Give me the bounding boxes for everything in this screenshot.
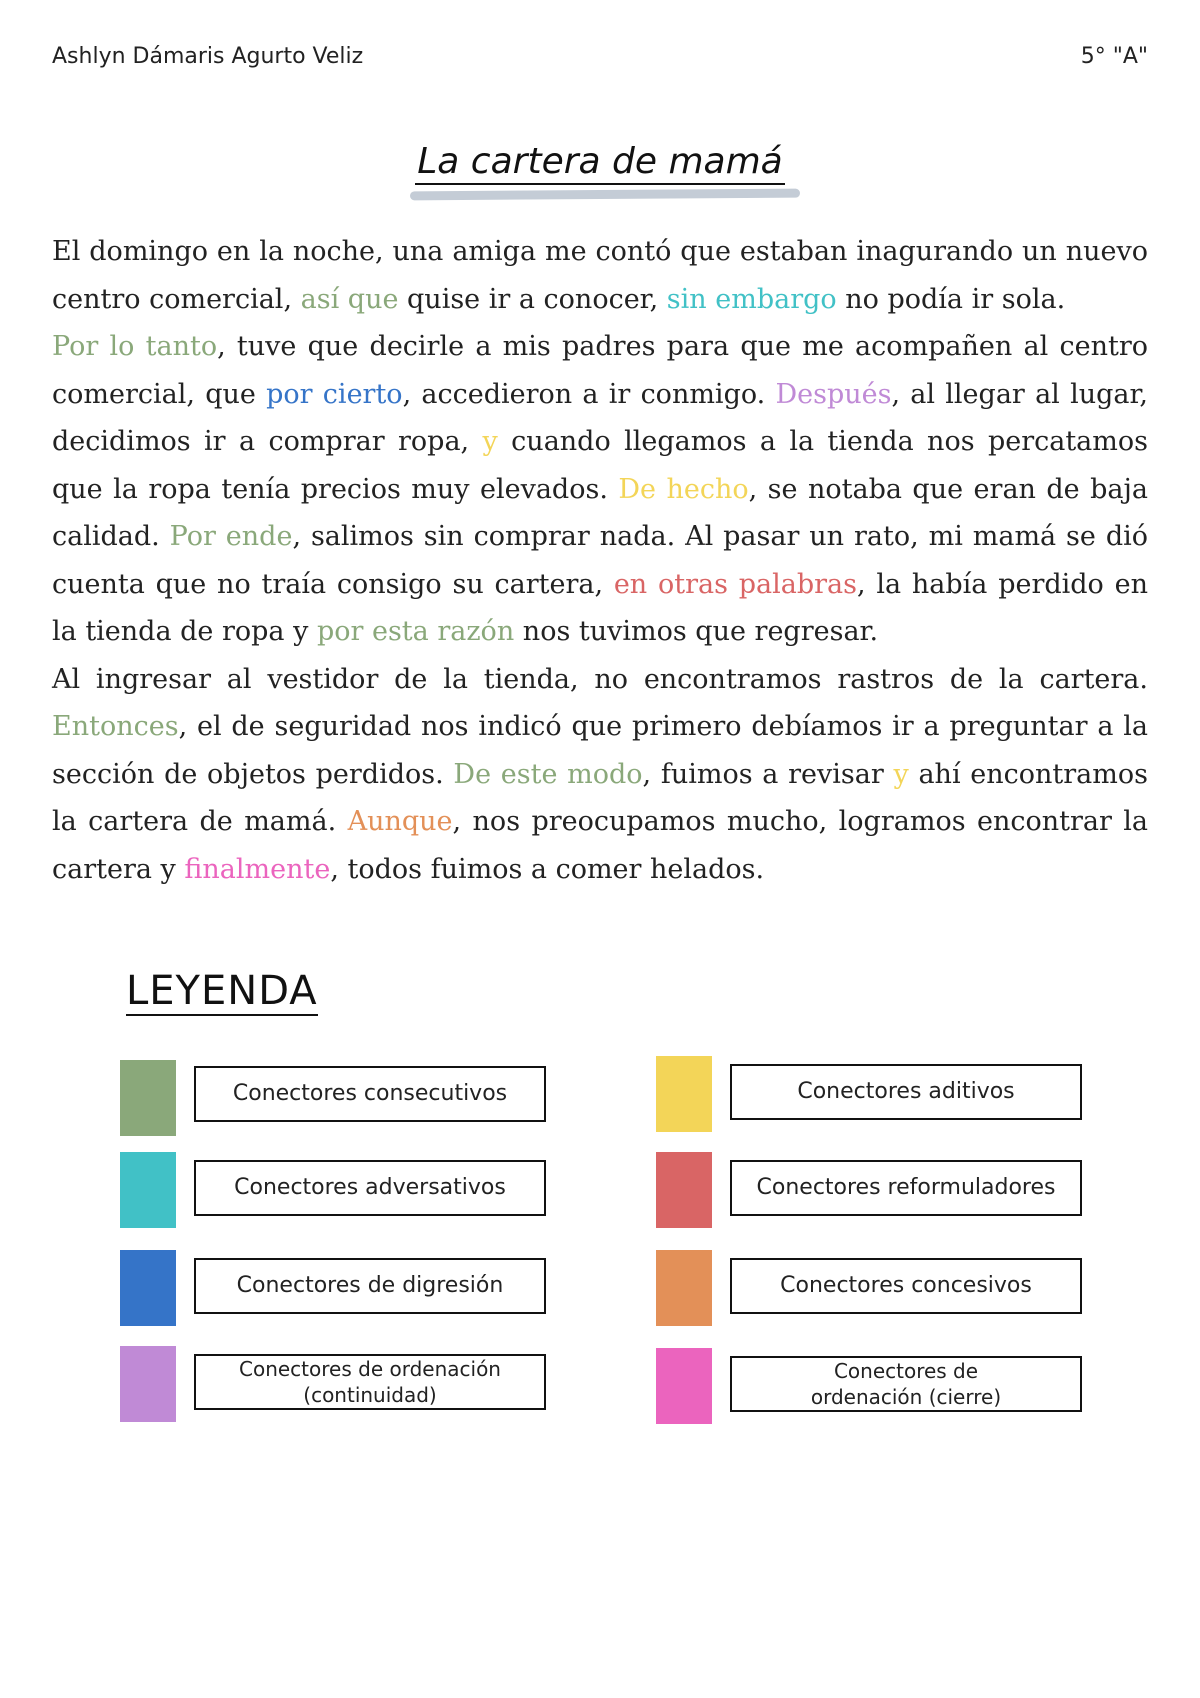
legend-label-concesivos: Conectores concesivos	[730, 1258, 1082, 1314]
connector-ordenacion-cierre: finalmente	[184, 853, 331, 885]
legend-label-aditivos: Conectores aditivos	[730, 1064, 1082, 1120]
paragraph	[52, 323, 1148, 656]
text-run: nos tuvimos que regresar.	[514, 616, 879, 647]
text-run: , la había perdido en la tienda de ropa y	[52, 568, 1148, 647]
text-run: cuando llegamos a la tienda nos percatamos que la ropa tenía precios muy elevados.	[52, 426, 1148, 505]
text-run: , fuimos a revisar	[642, 758, 894, 790]
text-run: El domingo en la noche, una amiga me contó que estaban inagurando un nuevo centro comercial,	[52, 236, 1148, 315]
text-run: no podía ir sola.	[836, 283, 1066, 315]
text-run: Al ingresar al vestidor de la tienda, no encontramos rastros de la cartera.	[52, 663, 1148, 695]
text-run: , el de seguridad nos indicó que primero debíamos ir a preguntar a la sección de objetos perdidos.	[52, 711, 1148, 790]
text-run: , salimos sin comprar nada. Al pasar un rato, mi mamá se dió cuenta que no traía consigo su cartera,	[52, 521, 1148, 600]
text-run: , nos preocupamos mucho, logramos encontrar la cartera y	[52, 806, 1149, 885]
connector-aditivos: y	[482, 426, 498, 457]
connector-consecutivos: De este modo	[453, 758, 643, 790]
legend-swatch-aditivos	[656, 1056, 712, 1132]
connector-aditivos: y	[893, 758, 909, 790]
legend-label-ordenacion-cierre: Conectores de ordenación (cierre)	[730, 1356, 1082, 1412]
text-run: , al llegar al lugar, decidimos ir a comprar ropa,	[52, 378, 1148, 457]
legend-swatch-digresion	[120, 1250, 176, 1326]
page-title: La cartera de mamá	[415, 140, 784, 185]
text-run: ahí encontramos la cartera de mamá.	[52, 758, 1148, 837]
legend-swatch-ordenacion-cierre	[656, 1348, 712, 1424]
connector-consecutivos: Entonces	[52, 711, 179, 742]
text-run: , se notaba que eran de baja calidad.	[52, 473, 1148, 552]
grade-label: 5° "A"	[1080, 44, 1148, 69]
legend-swatch-reformuladores	[656, 1152, 712, 1228]
story-text	[52, 228, 1148, 893]
connector-consecutivos: por esta razón	[316, 616, 515, 647]
text-run: , tuve que decirle a mis padres para que me acompañen al centro comercial, que	[52, 331, 1148, 410]
legend-swatch-consecutivos	[120, 1060, 176, 1136]
legend-swatch-adversativos	[120, 1152, 176, 1228]
legend-title: LEYENDA	[126, 968, 318, 1014]
text-run: , accedieron a ir conmigo.	[402, 378, 776, 410]
legend-label-digresion: Conectores de digresión	[194, 1258, 546, 1314]
connector-aditivos: De hecho	[618, 473, 749, 505]
text-run: quise ir a conocer,	[398, 283, 667, 315]
title-underline-brush	[410, 189, 800, 201]
connector-consecutivos: Por lo tanto	[52, 331, 218, 362]
connector-ordenacion-continuidad: Después	[775, 378, 892, 410]
connector-reformuladores: en otras palabras	[613, 568, 857, 600]
connector-adversativos: sin embargo	[666, 283, 837, 315]
legend-label-consecutivos: Conectores consecutivos	[194, 1066, 546, 1122]
legend-swatch-concesivos	[656, 1250, 712, 1326]
author-name: Ashlyn Dámaris Agurto Veliz	[52, 44, 364, 69]
legend-label-reformuladores: Conectores reformuladores	[730, 1160, 1082, 1216]
connector-consecutivos: así que	[300, 283, 399, 315]
legend-swatch-ordenacion-continuidad	[120, 1346, 176, 1422]
text-run: , todos fuimos a comer helados.	[330, 853, 765, 885]
paragraph	[52, 228, 1148, 323]
connector-digresion: por cierto	[266, 378, 403, 410]
connector-consecutivos: Por ende	[169, 521, 293, 552]
connector-concesivos: Aunque	[347, 806, 453, 837]
legend-label-ordenacion-continuidad: Conectores de ordenación (continuidad)	[194, 1354, 546, 1410]
legend-label-adversativos: Conectores adversativos	[194, 1160, 546, 1216]
title-wrapper	[0, 140, 1200, 185]
paragraph	[52, 656, 1148, 894]
